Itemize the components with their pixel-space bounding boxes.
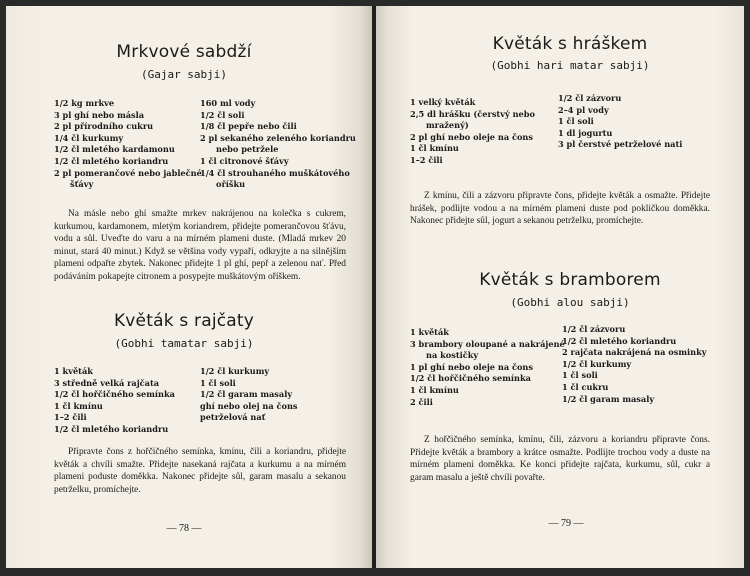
ingredient-item: 1/2 čl soli (200, 109, 245, 120)
ingredient-item: 1/2 čl zázvoru (562, 324, 626, 334)
ingredient-item: 1/2 čl mletého koriandru (562, 335, 677, 346)
ingredient-item: 1 čl soli (558, 116, 594, 127)
recipe-title: Květák s rajčaty (113, 311, 255, 331)
ingredient-item: 1/2 čl mletého koriandru (54, 423, 169, 434)
ingredient-item: 1 čl cukru (562, 381, 609, 392)
ingredient-item: 1–2 čili (410, 154, 443, 165)
ingredient-item: 1/2 čl kurkumy (200, 366, 270, 376)
ingredient-item: 2 čili (410, 396, 433, 407)
ingredient-item: 3 brambory oloupané a nakrájené (410, 338, 565, 349)
ingredient-item: 1 květák (54, 366, 93, 376)
ingredient-item: 3 pl ghí nebo másla (54, 109, 145, 120)
page-number: — 79 — (548, 518, 584, 529)
page-number: — 78 — (166, 523, 202, 534)
ingredient-list-right (558, 93, 718, 151)
ingredient-item: na kostičky (426, 350, 479, 361)
recipe-instructions: Připravte čons z hořčičného semínka, kmínu, čili a koriandru, přidejte květák a chvíli smažte. Přidejte nasekaná rajčata a kurkumu a na mírném plameni poduste doměkka. Nakonec přidejte sůl, garam masalu a sekanou petrželku, promíchejte. (54, 447, 346, 495)
ingredient-item: nebo petržele (216, 144, 279, 155)
recipe-title: Květák s hráškem (492, 34, 648, 54)
ingredient-item: 1–2 čili (54, 412, 87, 423)
ingredient-item: 2 pl pomerančové nebo jablečné (54, 167, 202, 178)
ingredient-item: 2 pl sekaného zeleného koriandru (200, 132, 356, 143)
ingredient-item: 1 velký květák (410, 97, 476, 107)
ingredient-item: 2–4 pl vody (558, 104, 609, 115)
ingredient-item: 1 čl soli (562, 370, 598, 381)
ingredient-list-right (200, 366, 360, 424)
ingredient-item: 2 rajčata nakrájená na osminky (562, 347, 707, 358)
ingredient-item: 1/2 kg mrkve (54, 98, 115, 108)
ingredient-list-left (54, 98, 204, 191)
ingredient-item: 1/2 čl mletého kardamonu (54, 144, 175, 155)
ingredient-item: mražený) (426, 120, 469, 131)
recipe-subtitle: (Gobhi alou sabji) (510, 296, 630, 309)
ingredient-item: 1/4 čl strouhaného muškátového (200, 167, 350, 178)
ingredient-item: 1 dl jogurtu (558, 127, 613, 138)
ingredient-item: šťávy (70, 179, 94, 190)
ingredient-list-left (410, 97, 560, 167)
ingredient-item: 1 květák (410, 327, 449, 337)
book-spread (6, 6, 744, 568)
ingredient-item: 1/4 čl kurkumy (54, 132, 124, 143)
ingredient-item: 1 pl ghí nebo oleje na čons (410, 361, 533, 372)
ingredient-item: 1/2 čl zázvoru (558, 93, 622, 103)
recipe-instructions: Na másle nebo ghí smažte mrkev nakrájenou na kolečka s cukrem, kurkumou, kardamonem, mletým koriandrem, přidejte pomerančovou šťávu, vodu a sůl. Uveďte do varu a na mírném plameni duste. (Mladá mrkev 20 minut, stará 40 minut.) Když se většina vody vypaří, odkryjte a na silnějším plameni odpařte zbytek. Nakonec přidejte 1 pl ghí, pepř a zelenou nať. Před podáváním pokapejte citronem a posypejte muškátovým oříškem. (54, 209, 346, 282)
ingredient-item: oříšku (216, 179, 246, 190)
ingredient-list-left (410, 327, 570, 408)
ingredient-item: 1/2 čl hořčičného semínka (410, 373, 531, 384)
recipe-subtitle: (Gajar sabji) (140, 68, 228, 81)
ingredient-item: 1/2 čl garam masaly (200, 389, 293, 400)
recipe-title: Mrkvové sabdží (116, 42, 252, 62)
right-page (376, 6, 744, 568)
recipe-instructions: Z hořčičného semínka, kmínu, čili, zázvoru a koriandru připravte čons. Přidejte květák a brambory a krátce osmažte. Podlijte trochou vody a duste na mírném plameni doměkka. Ke konci přidejte rajčata, kurkumu, sůl, cukr a garam masalu a ještě chvíli povařte. (410, 435, 710, 483)
ingredient-item: 1 čl kmínu (54, 400, 103, 411)
ingredient-item: 160 ml vody (200, 98, 256, 108)
ingredient-item: 1/2 čl kurkumy (562, 358, 632, 369)
ingredient-list-right (562, 324, 722, 405)
ingredient-item: 1/8 čl pepře nebo čili (200, 121, 297, 132)
ingredient-item: 1 čl soli (200, 377, 236, 388)
ingredient-item: petrželová nať (200, 412, 266, 423)
ingredient-list-right (200, 98, 360, 191)
ingredient-item: 1 čl kmínu (410, 384, 459, 395)
recipe-subtitle: (Gobhi hari matar sabji) (490, 59, 650, 72)
ingredient-item: 1 čl citronové šťávy (200, 155, 289, 166)
ingredient-item: 2 pl přírodního cukru (54, 121, 154, 132)
left-page (6, 6, 372, 568)
ingredient-item: 2,5 dl hrášku (čerstvý nebo (410, 108, 535, 119)
ingredient-item: 1 čl kmínu (410, 143, 459, 154)
ingredient-list-left (54, 366, 204, 436)
ingredient-item: 3 středně velká rajčata (54, 377, 160, 388)
ingredient-item: ghí nebo olej na čons (200, 400, 298, 411)
ingredient-item: 3 pl čerstvé petrželové nati (558, 139, 683, 150)
ingredient-item: 1/2 čl mletého koriandru (54, 155, 169, 166)
recipe-title: Květák s bramborem (479, 270, 661, 290)
recipe-subtitle: (Gobhi tamatar sabji) (114, 337, 254, 350)
ingredient-item: 1/2 čl garam masaly (562, 393, 655, 404)
ingredient-item: 2 pl ghí nebo oleje na čons (410, 131, 533, 142)
recipe-instructions: Z kmínu, čili a zázvoru připravte čons, přidejte květák a osmažte. Přidejte hrášek, podlijte vodou a na mírném plameni duste pod pokličkou doměkka. Nakonec přidejte sůl, jogurt a sekanou petrželku, promíchejte. (410, 191, 710, 227)
ingredient-item: 1/2 čl hořčičného semínka (54, 389, 175, 400)
